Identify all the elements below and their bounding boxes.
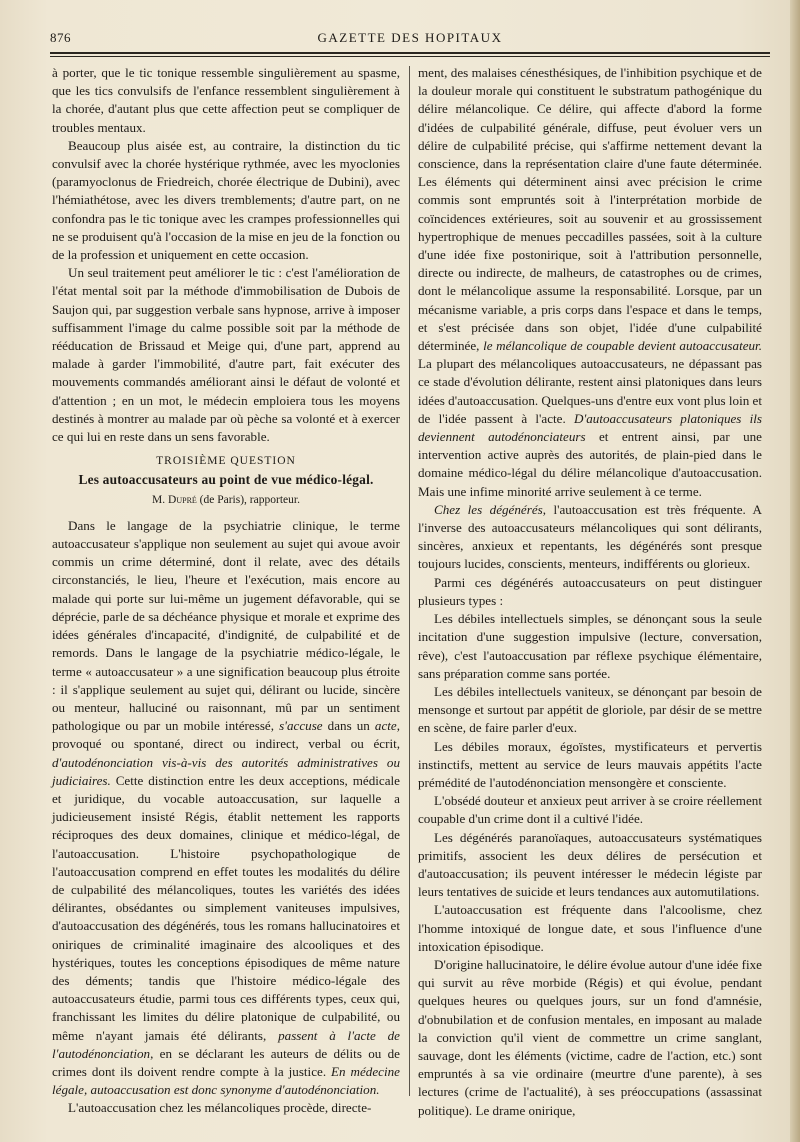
paragraph: Les débiles intellectuels simples, se dénonçant sous la seule incitation d'une suggestion impulsive (lecture, conversation, rêve), c'est l'autoaccusation par réflexe psychique élémentaire, sans préparation comme sans portée. — [418, 611, 762, 681]
column-divider — [409, 66, 410, 1096]
header-rule-thick — [50, 52, 770, 54]
paragraph: Les débiles intellectuels vaniteux, se dénonçant par besoin de mensonge et surtout par appétit de gloriole, par désir de se mettre en scène, de faire parler d'eux. — [418, 683, 762, 736]
paragraph — [418, 501, 762, 574]
text-run: , l'autoaccusation est très fréquente. A l'inverse des autoaccusateurs mélancoliques qui sont délirants, sincères, anxieux et repentants, les dégénérés sont presque toujours lucides, conscients, menteurs, indifférents ou glorieux. — [418, 501, 762, 572]
text-run: et entrent ainsi, par une intervention active auprès des autorités, de plain-pied dans le domaine médico-légal du délire mélancolique d'autoaccusation. Mais une infime minorité arrive seulement à ce terme. — [418, 429, 762, 499]
rapporteur-prefix: M. — [152, 493, 166, 506]
paragraph: L'autoaccusation chez les mélancoliques procède, directe- — [68, 1100, 372, 1116]
text-run: Dans le langage de la psychiatrie clinique, le terme autoaccusateur s'applique non seulement au sujet qui avoue avoir commis un crime déterminé, dont il relate, avec des détails circonstanciés, le lieu, l'heure et l'exécution, mais encore au malade qui porte sur lui-même un jugement défavorable, qui se déprécie, parle de sa déchéance physique et morale et exprime des idées générales d'incapacité, d'indignité, de culpabilité et de remords. Dans le langage de la psychiatrie médico-légale, le terme « autoaccusateur » a une signification beaucoup plus étroite : il s'applique seulement au sujet qui, délirant ou lucide, sincère ou menteur, halluciné ou raisonnant, mû par un sentiment pathologique ou par un mobile intéressé, — [52, 517, 400, 734]
text-run: La plupart des mélancoliques autoaccusateurs, ne dépassant pas ce stade d'évolution délirante, restent ainsi platoniques dans leurs idées d'autoaccusation. Quelques-uns d'entre eux vont plus loin et de l'idée passent à l'acte. — [418, 356, 762, 426]
emphasis: s'accuse — [279, 718, 323, 734]
paragraph: L'obsédé douteur et anxieux peut arriver à se croire réellement coupable d'un crime dont il a cultivé l'idée. — [418, 793, 762, 827]
left-column — [52, 64, 400, 1118]
running-header — [50, 30, 770, 50]
paragraph: D'origine hallucinatoire, le délire évolue autour d'une idée fixe qui survit au rêve morbide (Régis) et qui évolue, pendant quelques heures ou quelques jours, sur un fond d'amnésie, d'obnubilation et de confusion mentales, en imposant au malade la conviction qu'il vient de commettre un crime sanglant, sauvage, dont les éléments (victime, cadre de l'action, etc.) sont empruntés à sa vie ordinaire (meurtre d'une parente), à ses lectures (crime de l'actualité), à ses préoccupations (assassinat politique). Le drame onirique, — [418, 956, 762, 1118]
paragraph: Un seul traitement peut améliorer le tic : c'est l'amélioration de l'état mental soit par la méthode d'immobilisation de Dubois de Saujon qui, par suggestion verbale sans hypnose, arrive à imposer suffisamment l'image du calme possible soit par la méthode de rééducation de Brissaud et Meige qui, d'une part, apprend au malade à garder l'immobilité, d'autre part, fait exécuter des mouvements commandés améliorant ainsi le défaut de volonté et d'attention ; en un mot, le médecin emploiera tous les moyens destinés à montrer au malade par où pèche sa volonté et à exercer ce qui lui en reste dans un sens favorable. — [52, 265, 400, 445]
journal-title: GAZETTE DES HOPITAUX — [317, 30, 503, 45]
text-run: Cette distinction entre les deux acceptions, médicale et juridique, du vocable autoaccusation, sur laquelle a judicieusement insisté Régis, établit nettement les rapports réciproques des deux domaines, clinique et médico-légal, de l'autoaccusation. L'histoire psychopathologique de l'autoaccusation comprend en effet toutes les modalités du délire de culpabilité des mélancoliques, toutes les variétés des idées délirantes, obsédantes ou simplement vaniteuses impulsives, d'autoaccusation des dégénérés, tous les romans hallucinatoires et oniriques de criminalité imaginaire des alcooliques et des hystériques, toutes les conceptions épisodiques de même nature des déments; tandis que l'histoire médico-légale des autoaccusateurs étudie, parmi tous ces différents types, ceux qui, franchissant les limites du délire platonique de culpabilité, ou même n'ayant jamais été délirants, — [52, 772, 400, 1043]
section-title: Les autoaccusateurs au point de vue médico-légal. — [78, 472, 374, 488]
emphasis: D'autoaccusateurs platoniques ils deviennent autodénonciateurs — [418, 410, 762, 445]
paragraph — [418, 64, 762, 501]
rapporteur-suffix: (de Paris), rapporteur. — [199, 493, 300, 506]
paragraph: Les débiles moraux, égoïstes, mystificateurs et pervertis instinctifs, mettent au service de leurs mauvais appétits l'acte prémédité de l'autodénonciation mensongère et consciente. — [418, 738, 762, 790]
paragraph: Beaucoup plus aisée est, au contraire, la distinction du tic convulsif avec la chorée hystérique rythmée, avec les myoclonies (paramyoclonus de Friedreich, chorée électrique de Dubini), avec l'hémiathétose, avec les divers tremblements; d'autre part, on ne confondra pas le tic tonique avec les crampes professionnelles qui ne se produisent qu'à l'occasion de la mise en jeu de la fonction ou de la profession et uniquement en cette occasion. — [52, 137, 400, 263]
paragraph — [52, 517, 400, 1100]
right-column — [418, 64, 762, 1120]
page-number: 876 — [50, 30, 71, 45]
text-run: ment, des malaises cénesthésiques, de l'inhibition psychique et de la douleur morale qui constituent le substratum pathogénique du délire mélancolique. Ce délire, qui affecte d'abord la forme d'idées de culpabilité générale, diffuse, peut évoluer vers un délire de culpabilité précise, qui s'affirme nettement devant la conscience, dans la représentation claire d'une faute déterminée. Les éléments qui déterminent ainsi avec précision le crime commis sont empruntés soit à l'interprétation morbide de coïncidences extérieures, soit au souvenir et au grossissement hypertrophique de menues peccadilles passées, soit à la culture d'une idée fixe postonirique, soit à l'attribution personnelle, directe ou indirecte, de malheurs, de catastrophes ou de crimes, dont le mélancolique assume la responsabilité. Lorsque, par un mécanisme variable, a pris corps dans l'espace et dans le temps, et s'est précisée dans son objet, l'idée d'une culpabilité déterminée, — [418, 65, 762, 354]
emphasis: le mélancolique de coupable devient autoaccusateur. — [483, 338, 762, 354]
paragraph: L'autoaccusation est fréquente dans l'alcoolisme, chez l'homme intoxiqué de longue date, et sous l'influence d'une intoxication épisodique. — [418, 902, 762, 954]
paragraph: Les dégénérés paranoïaques, autoaccusateurs systématiques primitifs, associent les deux délires de persécution et d'autoaccusation; ils peuvent intéresser le médecin légiste par leurs tentatives de suicide et leurs tendances aux automutilations. — [418, 829, 762, 900]
paragraph: Parmi ces dégénérés autoaccusateurs on peut distinguer plusieurs types : — [418, 574, 762, 608]
text-run: , en se déclarant les auteurs de délits ou de crimes dont ils doivent rendre compte à la justice. — [52, 1045, 400, 1079]
book-spine-edge — [790, 0, 800, 1142]
header-rule-thin — [50, 56, 770, 57]
emphasis: passent à l'acte de l'autodénonciation — [52, 1027, 400, 1061]
text-run: dans un — [327, 718, 370, 734]
emphasis: En médecine légale, autoaccusation est donc synonyme d'autodénonciation. — [52, 1063, 400, 1098]
emphasis: Chez les dégénérés — [434, 501, 543, 517]
emphasis: acte — [374, 718, 397, 734]
section-number: TROISIÈME QUESTION — [156, 455, 296, 468]
rapporteur-name: Dupré — [168, 493, 197, 506]
paragraph: à porter, que le tic tonique ressemble singulièrement au spasme, que les tics convulsifs de l'enfance ressemblent singulièrement à la chorée, d'autant plus que cette affection peut se compliquer de troubles mentaux. — [52, 65, 400, 135]
section-rapporteur — [52, 491, 400, 509]
text-run: , provoqué ou spontané, direct ou indirect, verbal ou écrit, — [52, 718, 400, 752]
emphasis: d'autodénonciation vis-à-vis des autorités administratives ou judiciaires. — [52, 754, 400, 788]
